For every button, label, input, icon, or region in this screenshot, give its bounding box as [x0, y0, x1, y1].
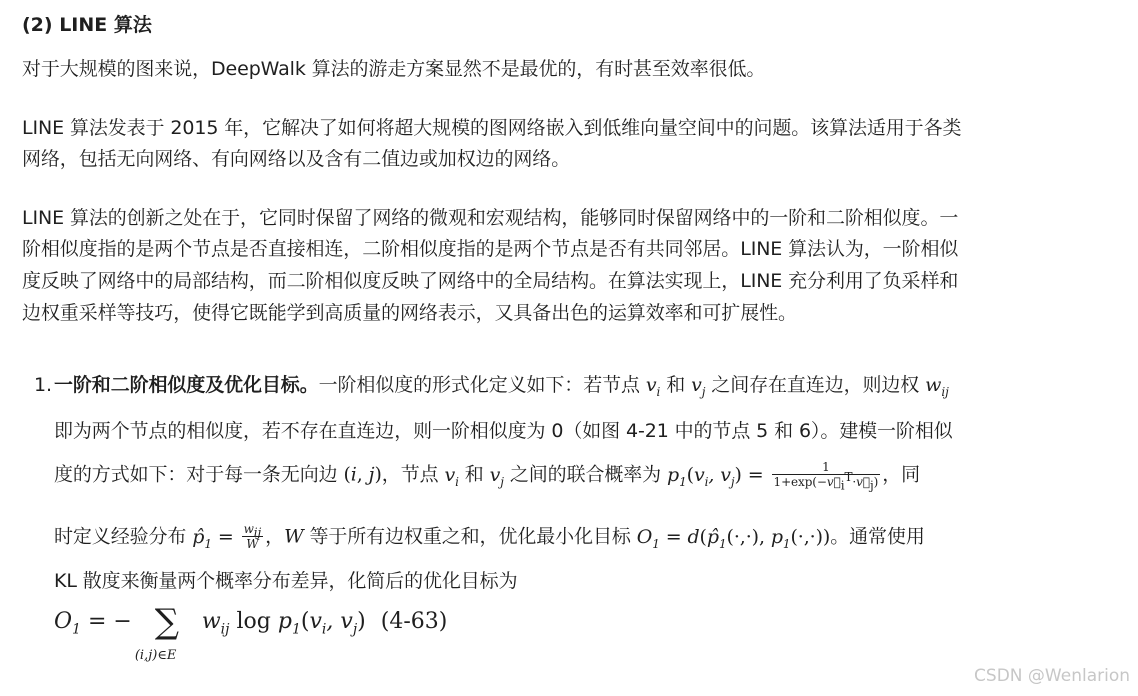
list-line-1: 一阶和二阶相似度及优化目标。一阶相似度的形式化定义如下：若节点 $v_i$ 和 $v_j$ 之间存在直连边，则边权 $w_{ij}$	[54, 374, 949, 399]
paragraph-3-line-1: LINE 算法的创新之处在于，它同时保留了网络的微观和宏观结构，能够同时保留网络中的一阶和二阶相似度。一	[22, 207, 959, 229]
paragraph-3-line-2: 阶相似度指的是两个节点是否直接相连，二阶相似度指的是两个节点是否有共同邻居。LINE 算法认为，一阶相似	[22, 238, 959, 260]
paragraph-2-line-2: 网络，包括无向网络、有向网络以及含有二值边或加权边的网络。	[22, 148, 571, 170]
math-objective: $O_1$ = $d(p̂_1(\cdot,\cdot)$, $p_1(\cdot,\cdot)$)	[636, 525, 831, 551]
paragraph-1: 对于大规模的图来说，DeepWalk 算法的游走方案显然不是最优的，有时甚至效率很低。	[22, 58, 766, 80]
watermark: CSDN @Wenlarion	[974, 666, 1130, 686]
list-line-3: 度的方式如下：对于每一条无向边 (i, j)，节点 $v_i$ 和 $v_j$ 之间的联合概率为 $p_1(v_i$, $v_j$) = $\frac{1}{1+\exp(-v⃗_i^T\cdot v⃗_j)}$ ，同	[54, 460, 921, 493]
equation-label: (4-63)	[380, 609, 448, 634]
paragraph-3-line-4: 边权重采样等技巧，使得它既能学到高质量的网络表示，又具备出色的运算效率和可扩展性。	[22, 302, 797, 324]
math-sigmoid-fraction: $\frac{1}{1+\exp(-v⃗_i^T\cdot v⃗_j)}$	[773, 460, 879, 493]
list-bold-title: 一阶和二阶相似度及优化目标。	[54, 374, 319, 396]
equation-4-63: $O_1$ = − ∑ (i,j)∈E $w_{ij}$ $\log p_1(v_i$, $v_j$) (4-63)	[54, 602, 448, 663]
list-line-4: 时定义经验分布 $p̂_1$ = $\frac{w_{ij}}{W}$ ，W 等于所有边权重之和，优化最小化目标 $O_1$ = $d(p̂_1(\cdot,\cdot)$, $p_1(\cdot,\cdot)$)。通常使用	[54, 522, 925, 551]
math-edge-ij: (i, j)	[343, 463, 382, 486]
sum-symbol: ∑ (i,j)∈E	[134, 602, 179, 663]
paragraph-3-line-3: 度反映了网络中的局部结构，而二阶相似度反映了网络中的全局结构。在算法实现上，LINE 充分利用了负采样和	[22, 270, 959, 292]
math-vj: $v_j$	[691, 374, 706, 399]
section-heading: (2) LINE 算法	[22, 14, 152, 36]
math-joint-prob: $p_1(v_i$, $v_j$) =	[667, 463, 764, 489]
list-line-5: KL 散度来衡量两个概率分布差异，化简后的优化目标为	[54, 570, 518, 592]
list-number: 1.	[34, 374, 52, 396]
math-wij: $w_{ij}$	[925, 374, 949, 399]
list-line-2: 即为两个节点的相似度，若不存在直连边，则一阶相似度为 0（如图 4-21 中的节点 5 和 6）。建模一阶相似	[54, 420, 953, 442]
math-vi: $v_i$	[645, 374, 661, 399]
math-empirical-dist: $p̂_1$ =	[192, 525, 234, 551]
paragraph-2-line-1: LINE 算法发表于 2015 年，它解决了如何将超大规模的图网络嵌入到低维向量空间中的问题。该算法适用于各类	[22, 117, 962, 139]
